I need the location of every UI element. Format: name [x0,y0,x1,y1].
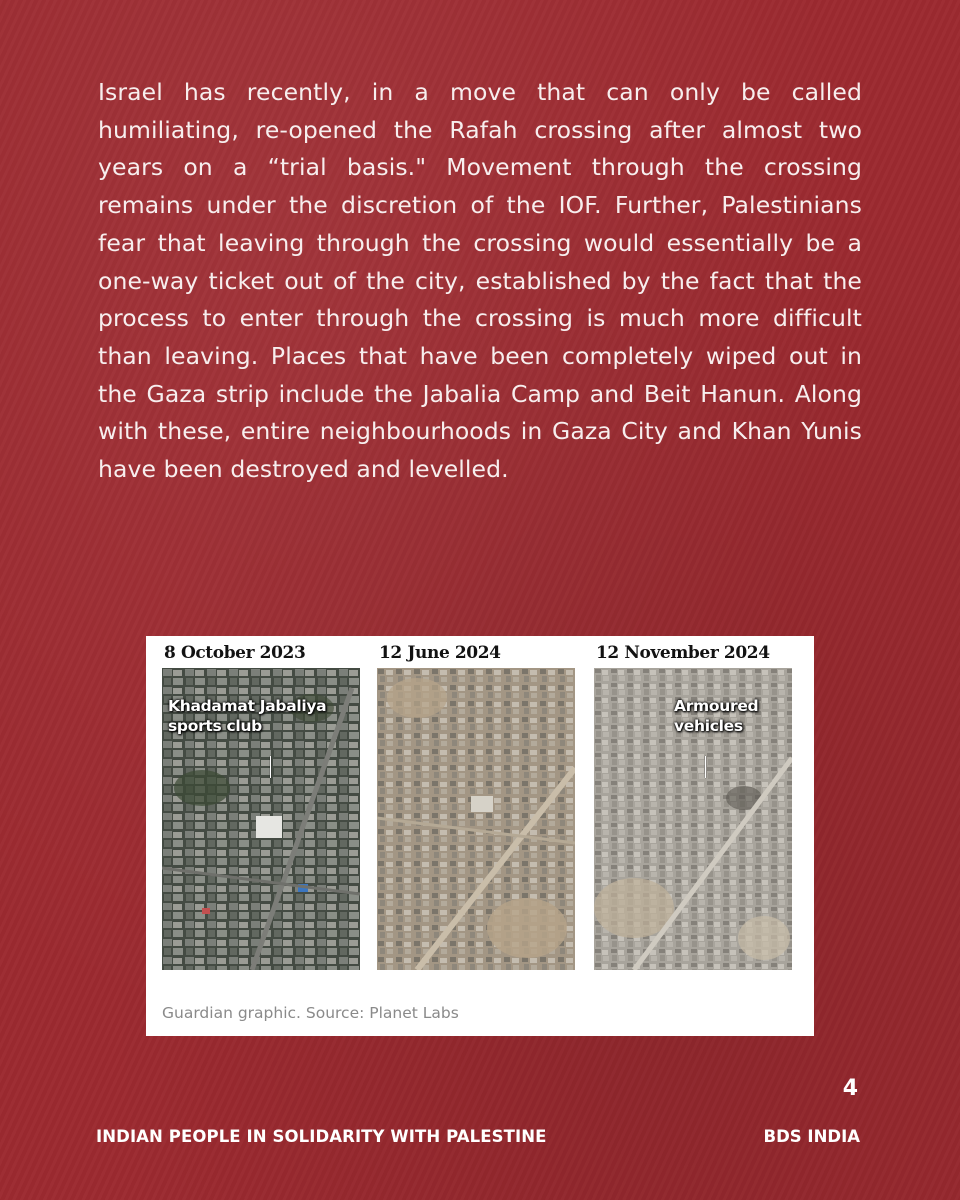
footer-brand: BDS INDIA [763,1127,860,1146]
body-paragraph: Israel has recently, in a move that can only be called humiliating, re-opened the Rafah crossing after almost two years on a “trial basis." Movement through the crossing remains under the discretion of the IOF. Further, Palestinians fear that leaving through the crossing would essentially be a one-way ticket out of the city, established by the fact that the process to enter through the crossing is much more difficult than leaving. Places that have been completely wiped out in the Gaza strip include the Jabalia Camp and Beit Hanun. Along with these, entire neighbourhoods in Gaza City and Khan Yunis have been destroyed and levelled. [98,78,862,484]
satellite-image-nov-2024 [594,668,792,970]
label-pointer-line [705,756,706,778]
panel-date: 12 June 2024 [379,643,501,663]
footer-organization: INDIAN PEOPLE IN SOLIDARITY WITH PALESTINE [96,1127,547,1146]
photo-label-armoured-vehicles: Armoured vehicles [674,697,759,735]
figure-caption: Guardian graphic. Source: Planet Labs [162,1004,459,1022]
photo-label-sports-club: Khadamat Jabaliya sports club [168,697,327,735]
panel-date: 8 October 2023 [164,643,306,663]
label-pointer-line [270,756,271,778]
panel-date: 12 November 2024 [596,643,770,663]
page-number: 4 [842,1076,858,1101]
satellite-image-jun-2024 [377,668,575,970]
satellite-image-oct-2023 [162,668,360,970]
satellite-comparison-figure [146,636,814,1036]
